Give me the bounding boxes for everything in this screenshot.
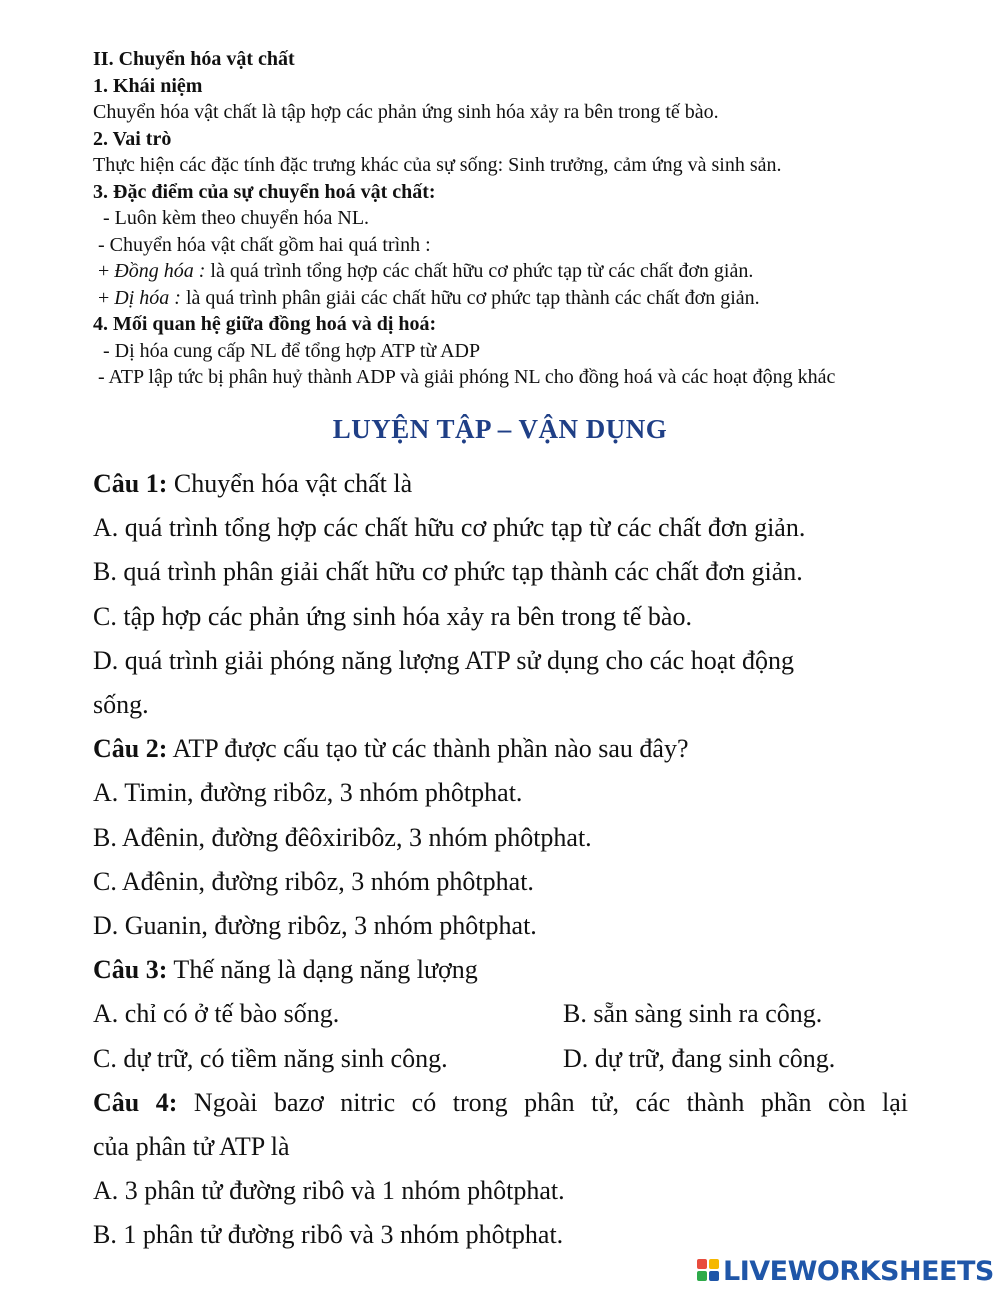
- question-1: [93, 462, 908, 506]
- features-title: 3. Đặc điểm của sự chuyển hoá vật chất:: [93, 180, 436, 203]
- relationship-line-1: - Dị hóa cung cấp NL để tổng hợp ATP từ ADP: [103, 339, 481, 362]
- q2-option-c[interactable]: C. Ađênin, đường ribôz, 3 nhóm phôtphat.: [93, 866, 534, 896]
- q2-option-b[interactable]: B. Ađênin, đường đêôxiribôz, 3 nhóm phôtphat.: [93, 822, 592, 852]
- question-4-text-continued: của phân tử ATP là: [93, 1132, 290, 1162]
- q3-options-row-2: [93, 1037, 908, 1081]
- logo-squares-icon: [697, 1259, 721, 1283]
- question-2-label: Câu 2:: [93, 734, 168, 764]
- quiz-section: [93, 462, 908, 1258]
- catabolism-prefix: +: [98, 286, 115, 309]
- q2-option-a[interactable]: A. Timin, đường ribôz, 3 nhóm phôtphat.: [93, 778, 523, 808]
- q2-option-d[interactable]: D. Guanin, đường ribôz, 3 nhóm phôtphat.: [93, 911, 537, 941]
- features-line-1: - Luôn kèm theo chuyển hóa NL.: [103, 207, 370, 229]
- logo-text: LIVEWORKSHEETS: [723, 1255, 994, 1287]
- theory-section: [93, 46, 923, 391]
- q1-option-a[interactable]: A. quá trình tổng hợp các chất hữu cơ phức tạp từ các chất đơn giản.: [93, 513, 806, 543]
- anabolism-definition: là quá trình tổng hợp các chất hữu cơ phức tạp từ các chất đơn giản.: [205, 260, 754, 282]
- question-3-text: Thế năng là dạng năng lượng: [167, 955, 478, 985]
- q3-option-b[interactable]: B. sẵn sàng sinh ra công.: [563, 999, 823, 1029]
- q1-option-b[interactable]: B. quá trình phân giải chất hữu cơ phức tạp thành các chất đơn giản.: [93, 557, 803, 587]
- question-4-text: Ngoài bazơ nitric có trong phân tử, các thành phần còn lại: [177, 1087, 908, 1117]
- question-2-text: ATP được cấu tạo từ các thành phần nào sau đây?: [167, 734, 689, 764]
- question-2: [93, 727, 908, 771]
- anabolism-prefix: +: [98, 260, 115, 282]
- q4-option-a[interactable]: A. 3 phân tử đường ribô và 1 nhóm phôtphat.: [93, 1176, 565, 1206]
- concept-text: Chuyển hóa vật chất là tập hợp các phản ứng sinh hóa xảy ra bên trong tế bào.: [93, 101, 719, 123]
- q1-option-d-continued[interactable]: sống.: [93, 690, 149, 720]
- q1-option-c[interactable]: C. tập hợp các phản ứng sinh hóa xảy ra bên trong tế bào.: [93, 601, 692, 631]
- catabolism-line: [93, 285, 923, 312]
- q3-option-c[interactable]: C. dự trữ, có tiềm năng sinh công.: [93, 1043, 448, 1073]
- relationship-title: 4. Mối quan hệ giữa đồng hoá và dị hoá:: [93, 313, 437, 335]
- anabolism-term: Đồng hóa :: [114, 260, 206, 282]
- question-3-label: Câu 3:: [93, 955, 168, 985]
- relationship-line-2: - ATP lập tức bị phân huỷ thành ADP và giải phóng NL cho đồng hoá và các hoạt động khác: [98, 366, 836, 388]
- question-4-label: Câu 4:: [93, 1087, 178, 1117]
- features-line-2: - Chuyển hóa vật chất gồm hai quá trình :: [98, 233, 431, 256]
- question-1-label: Câu 1:: [93, 469, 168, 498]
- q3-options-row-1: [93, 992, 908, 1036]
- question-1-text: Chuyển hóa vật chất là: [167, 469, 413, 498]
- practice-section-title: LUYỆN TẬP – VẬN DỤNG: [332, 414, 668, 444]
- q4-option-b[interactable]: B. 1 phân tử đường ribô và 3 nhóm phôtphat.: [93, 1220, 564, 1250]
- role-text: Thực hiện các đặc tính đặc trưng khác của sự sống: Sinh trưởng, cảm ứng và sinh sản.: [93, 154, 782, 176]
- question-3: [93, 948, 908, 992]
- role-title: 2. Vai trò: [93, 127, 172, 150]
- catabolism-term: Dị hóa :: [114, 286, 181, 309]
- question-4: [93, 1081, 908, 1125]
- q3-option-a[interactable]: A. chỉ có ở tế bào sống.: [93, 999, 340, 1029]
- concept-title: 1. Khái niệm: [93, 74, 203, 97]
- q3-option-d[interactable]: D. dự trữ, đang sinh công.: [563, 1043, 836, 1073]
- theory-heading: II. Chuyển hóa vật chất: [93, 48, 295, 70]
- q1-option-d[interactable]: D. quá trình giải phóng năng lượng ATP sử dụng cho các hoạt động: [93, 645, 794, 675]
- catabolism-definition: là quá trình phân giải các chất hữu cơ phức tạp thành các chất đơn giản.: [180, 286, 760, 309]
- anabolism-line: [93, 258, 923, 285]
- liveworksheets-logo: [697, 1255, 994, 1287]
